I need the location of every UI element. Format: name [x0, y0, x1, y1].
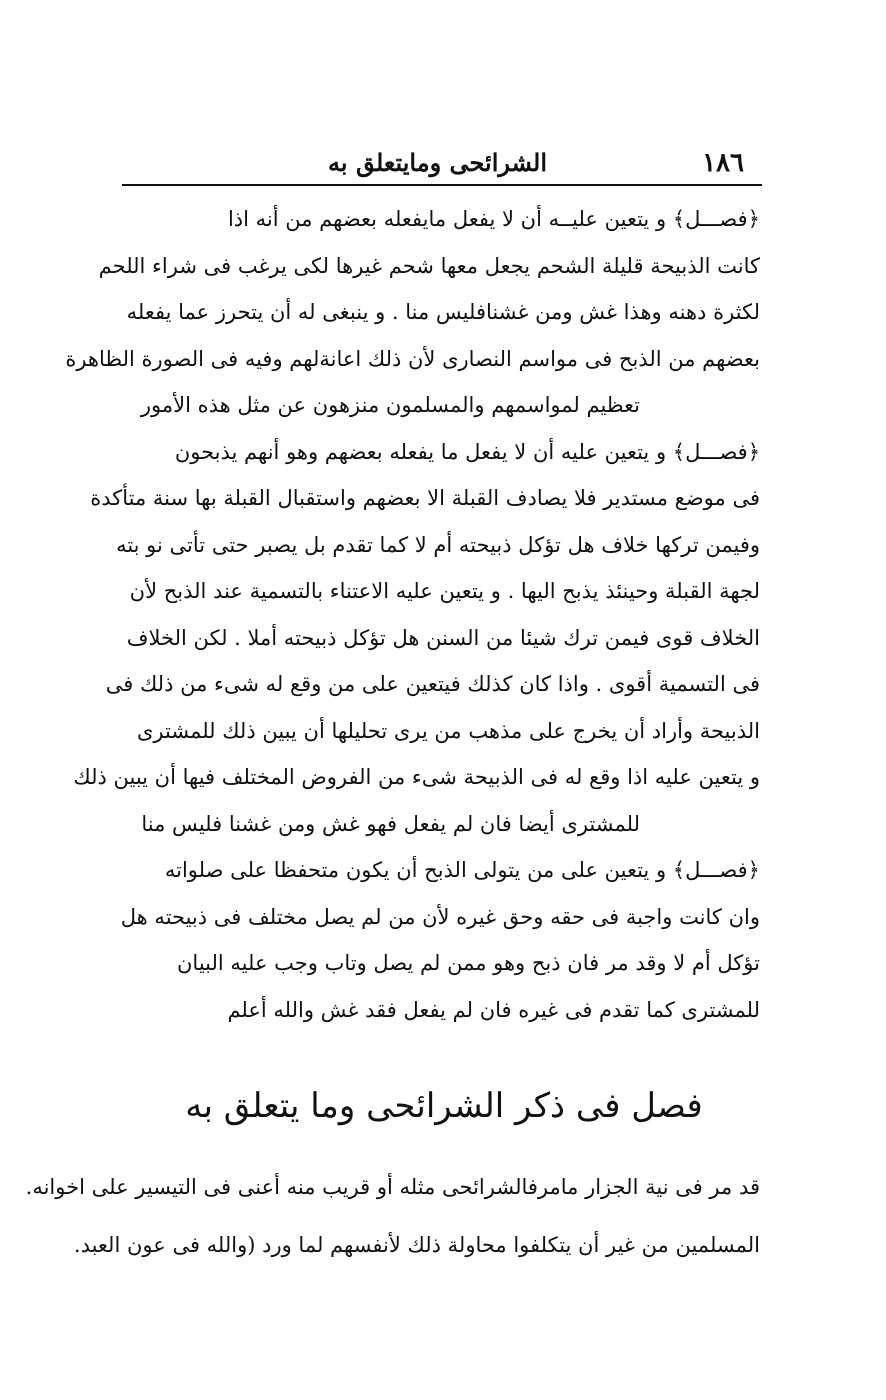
text-line: كانت الذبيحة قليلة الشحم يجعل معها شحم غيرها لكى يرغب فى شراء اللحم — [98, 253, 760, 278]
running-title: الشرائحى ومايتعلق به — [328, 148, 547, 177]
section-body-text — [25, 1158, 760, 1274]
text-line: بعضهم من الذبح فى مواسم النصارى لأن ذلك اعانةلهم وفيه فى الصورة الظاهرة — [65, 346, 760, 371]
page-header — [122, 140, 762, 184]
text-line: فى التسمية أقوى . واذا كان كذلك فيتعين على من وقع له شىء من ذلك فى — [105, 672, 760, 696]
page-number: ١٨٦ — [702, 148, 744, 178]
text-line: وان كانت واجبة فى حقه وحق غيره لأن من لم يصل مختلف فى ذبيحته هل — [120, 904, 760, 929]
text-line: لجهة القبلة وحينئذ يذبح اليها . و يتعين عليه الاعتناء بالتسمية عند الذبح لأن — [129, 579, 760, 603]
text-line: و يتعين عليه اذا وقع له فى الذبيحة شىء من الفروض المختلف فيها أن يبين ذلك — [73, 765, 760, 789]
section-heading: فصل فى ذكر الشرائحى وما يتعلق به — [185, 1086, 703, 1126]
text-line: ﴿فصـــل﴾ و يتعين على من يتولى الذبح أن يكون متحفظا على صلواته — [164, 858, 760, 882]
text-line: ﴿فصـــل﴾ و يتعين عليــه أن لا يفعل مايفعله بعضهم من أنه اذا — [227, 207, 760, 231]
text-line: لكثرة دهنه وهذا غش ومن غشنافليس منا . و ينبغى له أن يتحرز عما يفعله — [126, 300, 760, 324]
text-line: ﴿فصـــل﴾ و يتعين عليه أن لا يفعل ما يفعله بعضهم وهو أنهم يذبحون — [174, 439, 760, 464]
text-line: فى موضع مستدير فلا يصادف القبلة الا بعضهم واستقبال القبلة بها سنة متأكدة — [90, 486, 760, 510]
text-line: للمشترى كما تقدم فى غيره فان لم يفعل فقد غش والله أعلم — [227, 997, 760, 1022]
text-line: الذبيحة وأراد أن يخرج على مذهب من يرى تحليلها أن يبين ذلك للمشترى — [136, 718, 760, 743]
text-line: تعظيم لمواسمهم والمسلمون منزهون عن مثل هذه الأمور — [140, 393, 640, 417]
text-line: المسلمين من غير أن يتكلفوا محاولة ذلك لأنفسهم لما ورد (والله فى عون العبد. — [73, 1233, 760, 1257]
body-text — [65, 196, 760, 1033]
text-line: للمشترى أيضا فان لم يفعل فهو غش ومن غشنا فليس منا — [141, 811, 640, 836]
header-rule — [122, 184, 762, 186]
text-line: الخلاف قوى فيمن ترك شيئا من السنن هل تؤكل ذبيحته أملا . لكن الخلاف — [126, 625, 760, 650]
text-line: تؤكل أم لا وقد مر فان ذبح وهو ممن لم يصل وتاب وجب عليه البيان — [177, 951, 760, 975]
text-line: وفيمن تركها خلاف هل تؤكل ذبيحته أم لا كما تقدم بل يصبر حتى تأتى نو بته — [116, 532, 760, 557]
text-line: قد مر فى نية الجزار مامرفالشرائحى مثله أو قريب منه أعنى فى التيسير على اخوانه. — [25, 1175, 760, 1199]
